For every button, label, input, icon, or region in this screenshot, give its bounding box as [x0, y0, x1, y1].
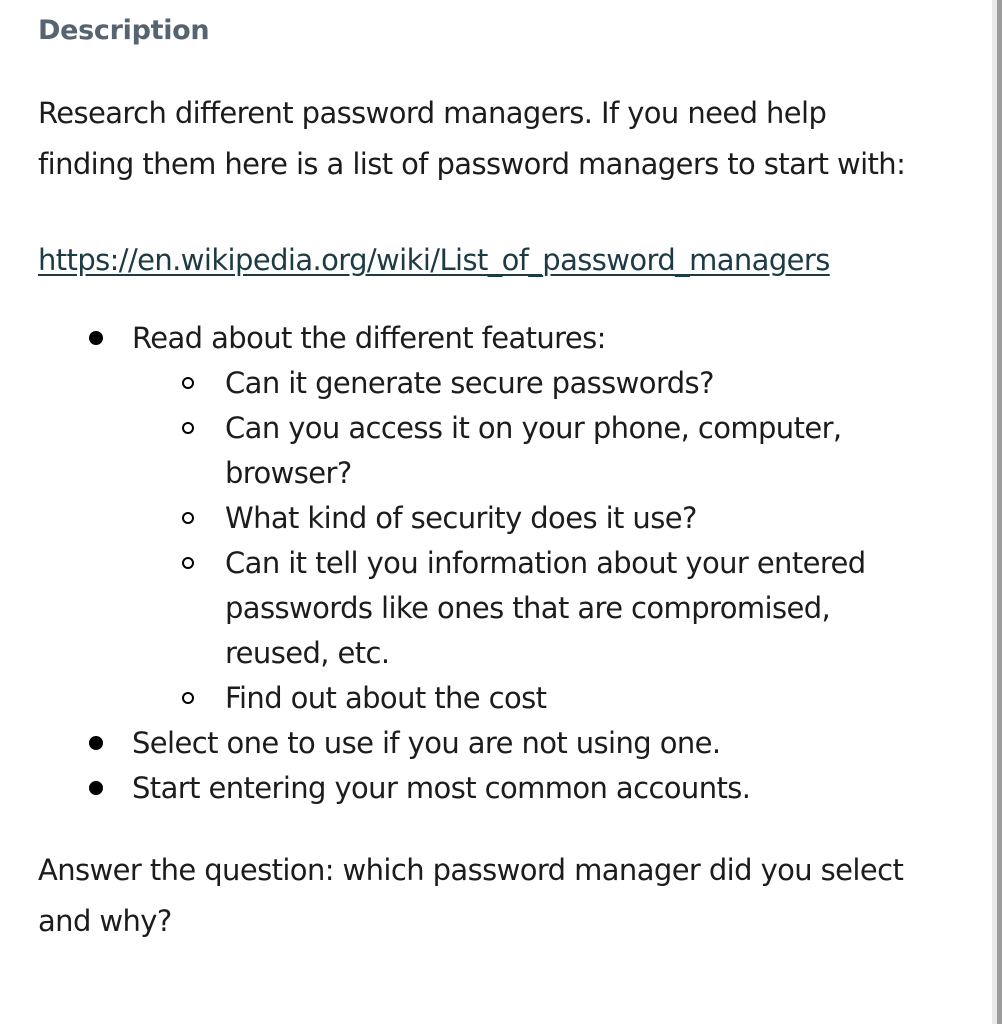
bullet-dot-icon: [89, 736, 103, 750]
bullet-dot-icon: [89, 781, 103, 795]
sub-list-item-text: Can you access it on your phone, computer, browser?: [225, 411, 842, 490]
scrollbar-thumb[interactable]: [997, 0, 1002, 1024]
sub-list-item: [131, 541, 938, 676]
question-paragraph: Answer the question: which password manager did you select and why?: [38, 853, 904, 938]
description-panel: [38, 0, 938, 947]
list-item: [38, 721, 938, 766]
sub-list-item: [131, 496, 938, 541]
bullet-circle-icon: [182, 557, 194, 569]
list-item-text: Read about the different features:: [132, 321, 606, 355]
task-list: [38, 316, 938, 811]
feature-sublist: [132, 361, 938, 721]
sub-list-item-text: Can it generate secure passwords?: [225, 366, 714, 400]
section-heading: Description: [38, 15, 210, 46]
bullet-circle-icon: [182, 422, 194, 434]
bullet-circle-icon: [182, 692, 194, 704]
bullet-circle-icon: [182, 512, 194, 524]
link-paragraph: [38, 240, 938, 280]
list-item-text: Select one to use if you are not using one.: [132, 726, 721, 760]
wikipedia-link[interactable]: https://en.wikipedia.org/wiki/List_of_password_managers: [38, 243, 830, 277]
sub-list-item: [131, 406, 938, 496]
sub-list-item-text: What kind of security does it use?: [225, 501, 697, 535]
list-item: [38, 316, 938, 721]
list-item-text: Start entering your most common accounts.: [132, 771, 751, 805]
bullet-circle-icon: [182, 377, 194, 389]
sub-list-item-text: Find out about the cost: [225, 681, 547, 715]
sub-list-item-text: Can it tell you information about your entered passwords like ones that are compromised, reused, etc.: [225, 546, 866, 670]
sub-list-item: [131, 361, 938, 406]
sub-list-item: [131, 676, 938, 721]
intro-paragraph: Research different password managers. If you need help finding them here is a list of password managers to start with:: [38, 96, 906, 181]
bullet-dot-icon: [89, 331, 103, 345]
list-item: [38, 766, 938, 811]
